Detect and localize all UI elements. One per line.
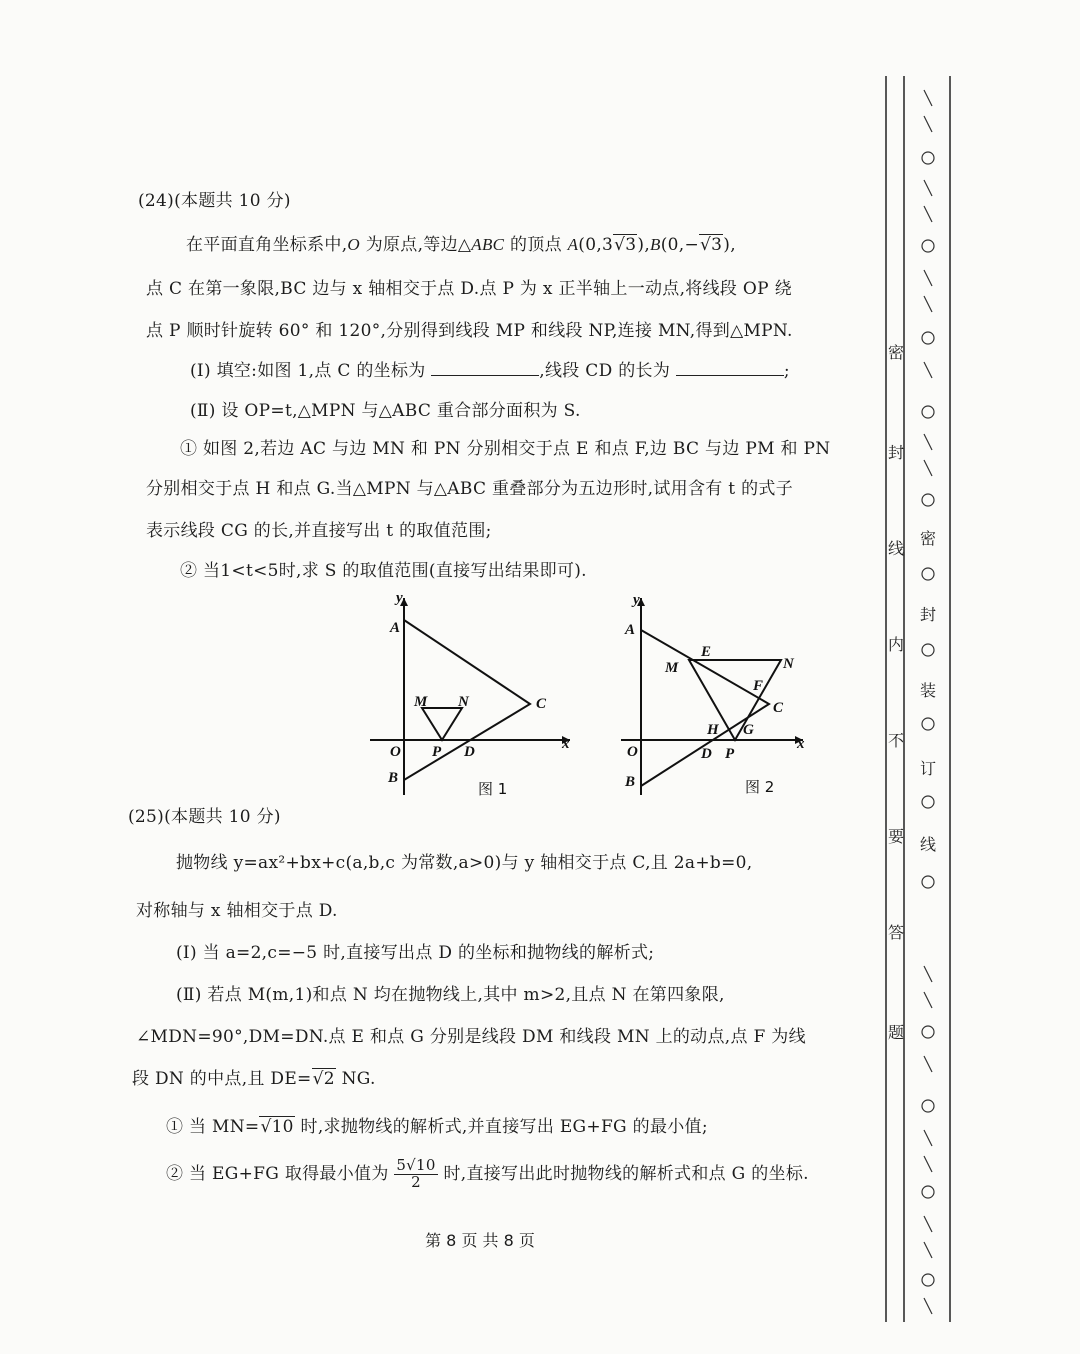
q24-line-1: 在平面直角坐标系中,O 为原点,等边△ABC 的顶点 A(0,3√3),B(0,−√3),	[186, 235, 736, 255]
label-e: E	[701, 644, 712, 660]
figure-2-caption: 图 2	[745, 778, 775, 796]
answer-blank-cd[interactable]	[676, 361, 784, 376]
label-c: C	[773, 700, 784, 716]
label-n: N	[458, 694, 469, 710]
q24-part1: (Ⅰ) 填空:如图 1,点 C 的坐标为 ,线段 CD 的长为 ;	[190, 361, 790, 381]
seal-inner-char-3: 线	[888, 539, 905, 558]
figure-1	[370, 590, 590, 805]
q25-sub1: ① 当 MN=√10 时,求抛物线的解析式,并直接写出 EG+FG 的最小值;	[166, 1117, 708, 1137]
seal-outer-char-2: 封	[920, 605, 937, 624]
label-x: x	[562, 736, 570, 752]
label-y: y	[633, 592, 640, 608]
label-d: D	[701, 746, 712, 762]
q25-sub2: ② 当 EG+FG 取得最小值为 $\frac{5√10}{2}$ 时,直接写出此时抛物线的解析式和点 G 的坐标.	[166, 1156, 809, 1191]
label-b: B	[625, 774, 636, 790]
label-h: H	[707, 722, 719, 738]
q24-part2: (Ⅱ) 设 OP=t,△MPN 与△ABC 重合部分面积为 S.	[190, 401, 581, 421]
seal-outer-char-4: 订	[920, 759, 937, 778]
q24-sub1-line2: 分别相交于点 H 和点 G.当△MPN 与△ABC 重叠部分为五边形时,试用含有 t 的式子	[146, 479, 794, 499]
q25-part2-line2: ∠MDN=90°,DM=DN.点 E 和点 G 分别是线段 DM 和线段 MN 上的动点,点 F 为线	[136, 1027, 806, 1047]
label-a: A	[390, 620, 401, 636]
label-x: x	[797, 736, 805, 752]
seal-inner-char-2: 封	[888, 443, 905, 462]
q25-line-1: 抛物线 y=ax²+bx+c(a,b,c 为常数,a>0)与 y 轴相交于点 C,且 2a+b=0,	[176, 853, 753, 873]
q25-part2-line3: 段 DN 的中点,且 DE=√2 NG.	[132, 1069, 376, 1089]
figure-1-caption: 图 1	[478, 780, 508, 798]
label-p: P	[432, 744, 442, 760]
seal-inner-char-7: 答	[888, 923, 905, 942]
label-m: M	[414, 694, 428, 710]
q24-sub1-line1: ① 如图 2,若边 AC 与边 MN 和 PN 分别相交于点 E 和点 F,边 BC 与边 PM 和 PN	[180, 439, 831, 459]
q24-line-3: 点 P 顺时针旋转 60° 和 120°,分别得到线段 MP 和线段 NP,连接 MN,得到△MPN.	[146, 321, 793, 341]
q24-sub1-line3: 表示线段 CG 的长,并直接写出 t 的取值范围;	[146, 521, 492, 541]
seal-inner-char-5: 不	[888, 731, 905, 750]
q25-header: (25)(本题共 10 分)	[128, 807, 281, 827]
answer-blank-c[interactable]	[431, 361, 539, 376]
label-p: P	[725, 746, 735, 762]
q24-sub2: ② 当1<t<5时,求 S 的取值范围(直接写出结果即可).	[180, 561, 587, 581]
seal-inner-char-4: 内	[888, 635, 905, 654]
label-o: O	[627, 744, 638, 760]
q24-line-2: 点 C 在第一象限,BC 边与 x 轴相交于点 D.点 P 为 x 正半轴上一动点,将线段 OP 绕	[146, 279, 792, 299]
q24-header: (24)(本题共 10 分)	[138, 191, 291, 211]
label-a: A	[625, 622, 636, 638]
label-c: C	[536, 696, 547, 712]
seal-inner-char-6: 要	[888, 827, 905, 846]
seal-outer-char-1: 密	[920, 529, 937, 548]
q25-line-2: 对称轴与 x 轴相交于点 D.	[136, 901, 338, 921]
triangle-mpn	[422, 708, 462, 740]
label-g: G	[743, 722, 754, 738]
triangle-mpn	[689, 660, 781, 740]
figure-2	[605, 590, 825, 805]
seal-strip	[880, 76, 952, 1322]
label-f: F	[753, 678, 764, 694]
q25-part1: (Ⅰ) 当 a=2,c=−5 时,直接写出点 D 的坐标和抛物线的解析式;	[176, 943, 655, 963]
fraction-min-value: $\frac{5√10}{2}$	[396, 1156, 436, 1191]
seal-outer-char-3: 装	[920, 681, 937, 700]
label-d: D	[464, 744, 475, 760]
seal-outer-char-5: 线	[920, 835, 937, 854]
q25-part2-line1: (Ⅱ) 若点 M(m,1)和点 N 均在抛物线上,其中 m>2,且点 N 在第四象限,	[176, 985, 725, 1005]
label-y: y	[396, 590, 403, 606]
label-b: B	[388, 770, 399, 786]
label-n: N	[783, 656, 794, 672]
seal-lines	[880, 76, 952, 1322]
label-m: M	[665, 660, 679, 676]
seal-inner-char-8: 题	[888, 1023, 905, 1042]
seal-inner-char-1: 密	[888, 343, 905, 362]
label-o: O	[390, 744, 401, 760]
page-footer: 第 8 页 共 8 页	[425, 1231, 535, 1250]
